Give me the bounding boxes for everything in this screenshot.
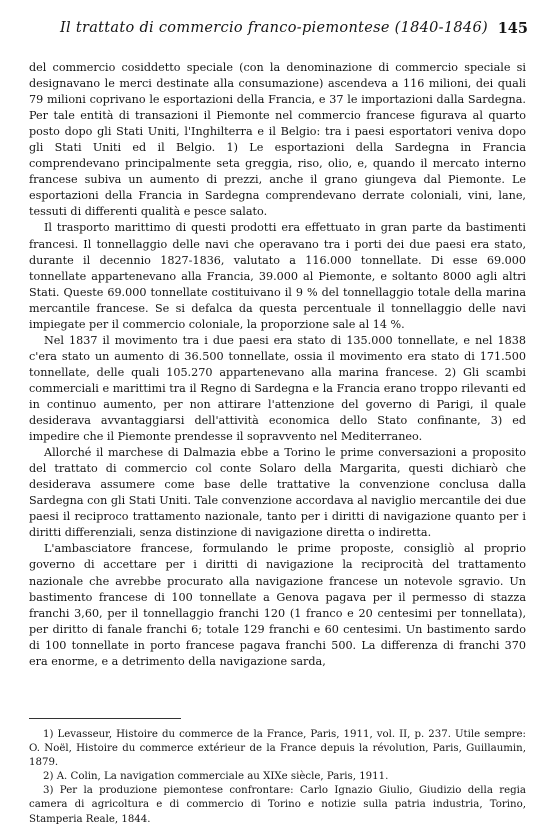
running-header — [60, 20, 528, 42]
footnote: 1) Levasseur, Histoire du commerce de la France, Paris, 1911, vol. II, p. 237. Utile sempre: O. Noël, Histoire du commerce extérieur de la France depuis la révolution, Paris, Guillaumin, 1879. — [29, 729, 526, 769]
paragraph: del commercio cosiddetto speciale (con la denominazione di commercio speciale si designavano le merci destinate alla consumazione) ascendeva a 116 milioni, dei quali 79 milioni coprivano le esportazioni della Francia, e 37 le importazioni dalla Sardegna. Per tale entità di transazioni il Piemonte nel commercio francese figurava al quarto posto dopo gli Stati Uniti, l'Inghilterra e il Belgio: tra i paesi esportatori veniva dopo gli Stati Uniti ed il Belgio. 1) Le esportazioni della Sardegna in Francia comprendevano principalmente seta greggia, riso, olio, e, quando il mercato interno francese subiva un aumento di prezzi, anche il grano giungeva dal Piemonte. Le esportazioni della Francia in Sardegna comprendevano derrate coloniali, vini, lane, tessuti di differenti qualità e pesce salato. — [29, 61, 526, 219]
paragraph: L'ambasciatore francese, formulando le prime proposte, consigliò al proprio governo di accettare per i diritti di navigazione la reciprocità del trattamento nazionale che avrebbe procurato alla navigazione francese un notevole sgravio. Un bastimento francese di 100 tonnellate a Genova pagava per il permesso di stazza franchi 3,60, per il tonnellaggio franchi 120 (1 franco e 20 centesimi per tonnellata), per diritto di fanale franchi 6; totale 129 franchi e 60 centesimi. Un bastimento sardo di 100 tonnellate in porto francese pagava franchi 500. La differenza di franchi 370 era enorme, e a detrimento della navigazione sarda, — [29, 542, 526, 668]
footnote: 3) Per la produzione piemontese confrontare: Carlo Ignazio Giulio, Giudizio della regia camera di agricoltura e di commercio di Torino e notizie sulla patria industria, Torino, Stamperia Reale, 1844. — [29, 785, 526, 825]
paragraph: Nel 1837 il movimento tra i due paesi era stato di 135.000 tonnellate, e nel 1838 c'era stato un aumento di 36.500 tonnellate, ossia il movimento era stato di 171.500 tonnellate, delle quali 105.270 appartenevano alla marina francese. 2) Gli scambi commerciali e marittimi tra il Regno di Sardegna e la Francia erano troppo rilevanti ed in continuo aumento, per non attirare l'attenzione del governo di Parigi, il quale desiderava avvantaggiarsi dell'attività economica dello Stato confinante, 3) ed impedire che il Piemonte prendesse il sopravvento nel Mediterraneo. — [29, 333, 526, 444]
running-title: Il trattato di commercio franco-piemontese (1840-1846) — [60, 20, 488, 36]
paragraph: Allorché il marchese di Dalmazia ebbe a Torino le prime conversazioni a proposito del trattato di commercio col conte Solaro della Margarita, questi dichiarò che desiderava assumere come base delle trattative la convenzione conclusa dalla Sardegna con gli Stati Uniti. Tale convenzione accordava al naviglio mercantile dei due paesi il reciproco trattamento nazionale, tanto per i diritti di navigazione quanto per i diritti differenziali, senza distinzione di navigazione diretta o indiretta. — [29, 446, 526, 540]
footnote-divider — [29, 718, 181, 719]
footnote: 2) A. Colin, La navigation commerciale au XIXe siècle, Paris, 1911. — [43, 771, 389, 783]
paragraph: Il trasporto marittimo di questi prodotti era effettuato in gran parte da bastimenti francesi. Il tonnellaggio delle navi che operavano tra i porti dei due paesi era stato, durante il decennio 1827-1836, valutato a 116.000 tonnellate. Di esse 69.000 tonnellate appartenevano alla Francia, 39.000 al Piemonte, e soltanto 8000 agli altri Stati. Queste 69.000 tonnellate costituivano il 9 % del tonnellaggio totale della marina mercantile francese. Se si defalca da questa percentuale il tonnellaggio delle navi impiegate per il commercio coloniale, la proporzione sale al 14 %. — [29, 221, 526, 331]
footnotes — [29, 728, 526, 827]
page-number: 145 — [497, 20, 528, 37]
body-text — [29, 60, 526, 670]
